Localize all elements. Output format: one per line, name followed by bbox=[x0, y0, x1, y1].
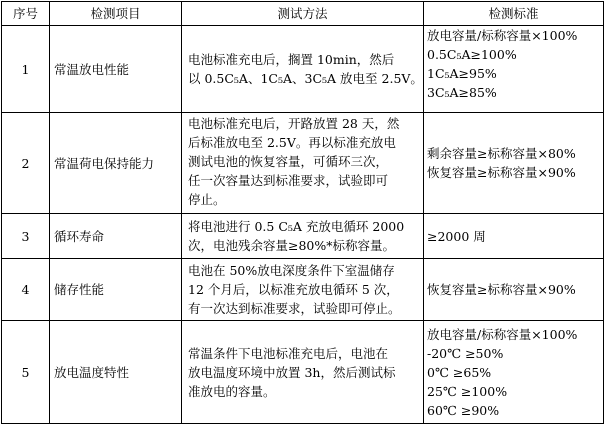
row-item: 常温放电性能 bbox=[50, 26, 182, 113]
method-line: 以 0.5C₅A、1C₅A、3C₅A 放电至 2.5V。 bbox=[188, 71, 423, 86]
row-number: 4 bbox=[2, 259, 50, 321]
row-item: 储存性能 bbox=[50, 259, 182, 321]
table-row bbox=[2, 26, 604, 113]
row-standard bbox=[424, 26, 604, 113]
method-line: 常温条件下电池标准充电后，电池在 bbox=[188, 345, 389, 361]
row-number: 1 bbox=[2, 26, 50, 113]
row-number: 5 bbox=[2, 321, 50, 424]
table-row bbox=[2, 321, 604, 424]
header-standard: 检测标准 bbox=[424, 2, 604, 26]
header-no: 序号 bbox=[2, 2, 50, 26]
method-line: 将电池进行 0.5 C₅A 充放电循环 2000 bbox=[188, 219, 405, 234]
method-line: 电池标准充电后，搁置 10min，然后 bbox=[188, 52, 395, 67]
header-item: 检测项目 bbox=[50, 2, 182, 26]
standard-line: 1C₅A≥95% bbox=[427, 66, 497, 81]
row-item: 循环寿命 bbox=[50, 214, 182, 259]
method-line: 准放电的容量。 bbox=[188, 383, 276, 399]
standard-line: 0℃ ≥65% bbox=[427, 364, 492, 380]
standard-line: 放电容量/标称容量×100% bbox=[427, 28, 578, 43]
standard-line: 25℃ ≥100% bbox=[427, 383, 508, 399]
row-method bbox=[182, 26, 424, 113]
method-line: 电池标准充电后，开路放置 28 天，然 bbox=[188, 116, 400, 131]
row-number: 2 bbox=[2, 113, 50, 214]
standard-line: 恢复容量≥标称容量×90% bbox=[427, 282, 576, 297]
row-standard bbox=[424, 321, 604, 424]
method-line: 次，电池残余容量≥80%*标称容量。 bbox=[188, 238, 396, 253]
standard-line: 剩余容量≥标称容量×80% bbox=[427, 146, 576, 161]
row-item: 常温荷电保持能力 bbox=[50, 113, 182, 214]
standard-line: 0.5C₅A≥100% bbox=[427, 47, 517, 62]
row-method bbox=[182, 113, 424, 214]
method-line: 后标准放电至 2.5V。再以标准充放电 bbox=[188, 135, 396, 150]
table-header-row bbox=[2, 2, 604, 26]
table-row bbox=[2, 113, 604, 214]
standard-line: 60℃ ≥90% bbox=[427, 402, 500, 418]
row-method bbox=[182, 321, 424, 424]
table-row bbox=[2, 259, 604, 321]
row-number: 3 bbox=[2, 214, 50, 259]
row-method bbox=[182, 214, 424, 259]
table-row bbox=[2, 214, 604, 259]
standard-line: 放电容量/标称容量×100% bbox=[427, 326, 578, 342]
method-line: 停止。 bbox=[188, 192, 226, 207]
row-method bbox=[182, 259, 424, 321]
row-standard bbox=[424, 214, 604, 259]
method-line: 有一次达到标准要求，试验即可停止。 bbox=[188, 301, 401, 316]
inspection-standards-table bbox=[1, 1, 604, 424]
row-item: 放电温度特性 bbox=[50, 321, 182, 424]
method-line: 测试电池的恢复容量，可循环三次， bbox=[188, 154, 389, 169]
row-standard bbox=[424, 113, 604, 214]
header-method: 测试方法 bbox=[182, 2, 424, 26]
method-line: 任一次容量达到标准要求，试验即可 bbox=[188, 173, 389, 188]
method-line: 12 个月后，以标准充放电循环 5 次， bbox=[188, 282, 399, 297]
standard-line: 恢复容量≥标称容量×90% bbox=[427, 165, 576, 180]
method-line: 电池在 50%放电深度条件下室温储存 bbox=[188, 263, 395, 278]
standard-line: ≥2000 周 bbox=[427, 228, 486, 244]
row-standard bbox=[424, 259, 604, 321]
standard-line: -20℃ ≥50% bbox=[427, 345, 504, 361]
standard-line: 3C₅A≥85% bbox=[427, 85, 497, 100]
method-line: 放电温度环境中放置 3h，然后测试标 bbox=[188, 364, 396, 380]
